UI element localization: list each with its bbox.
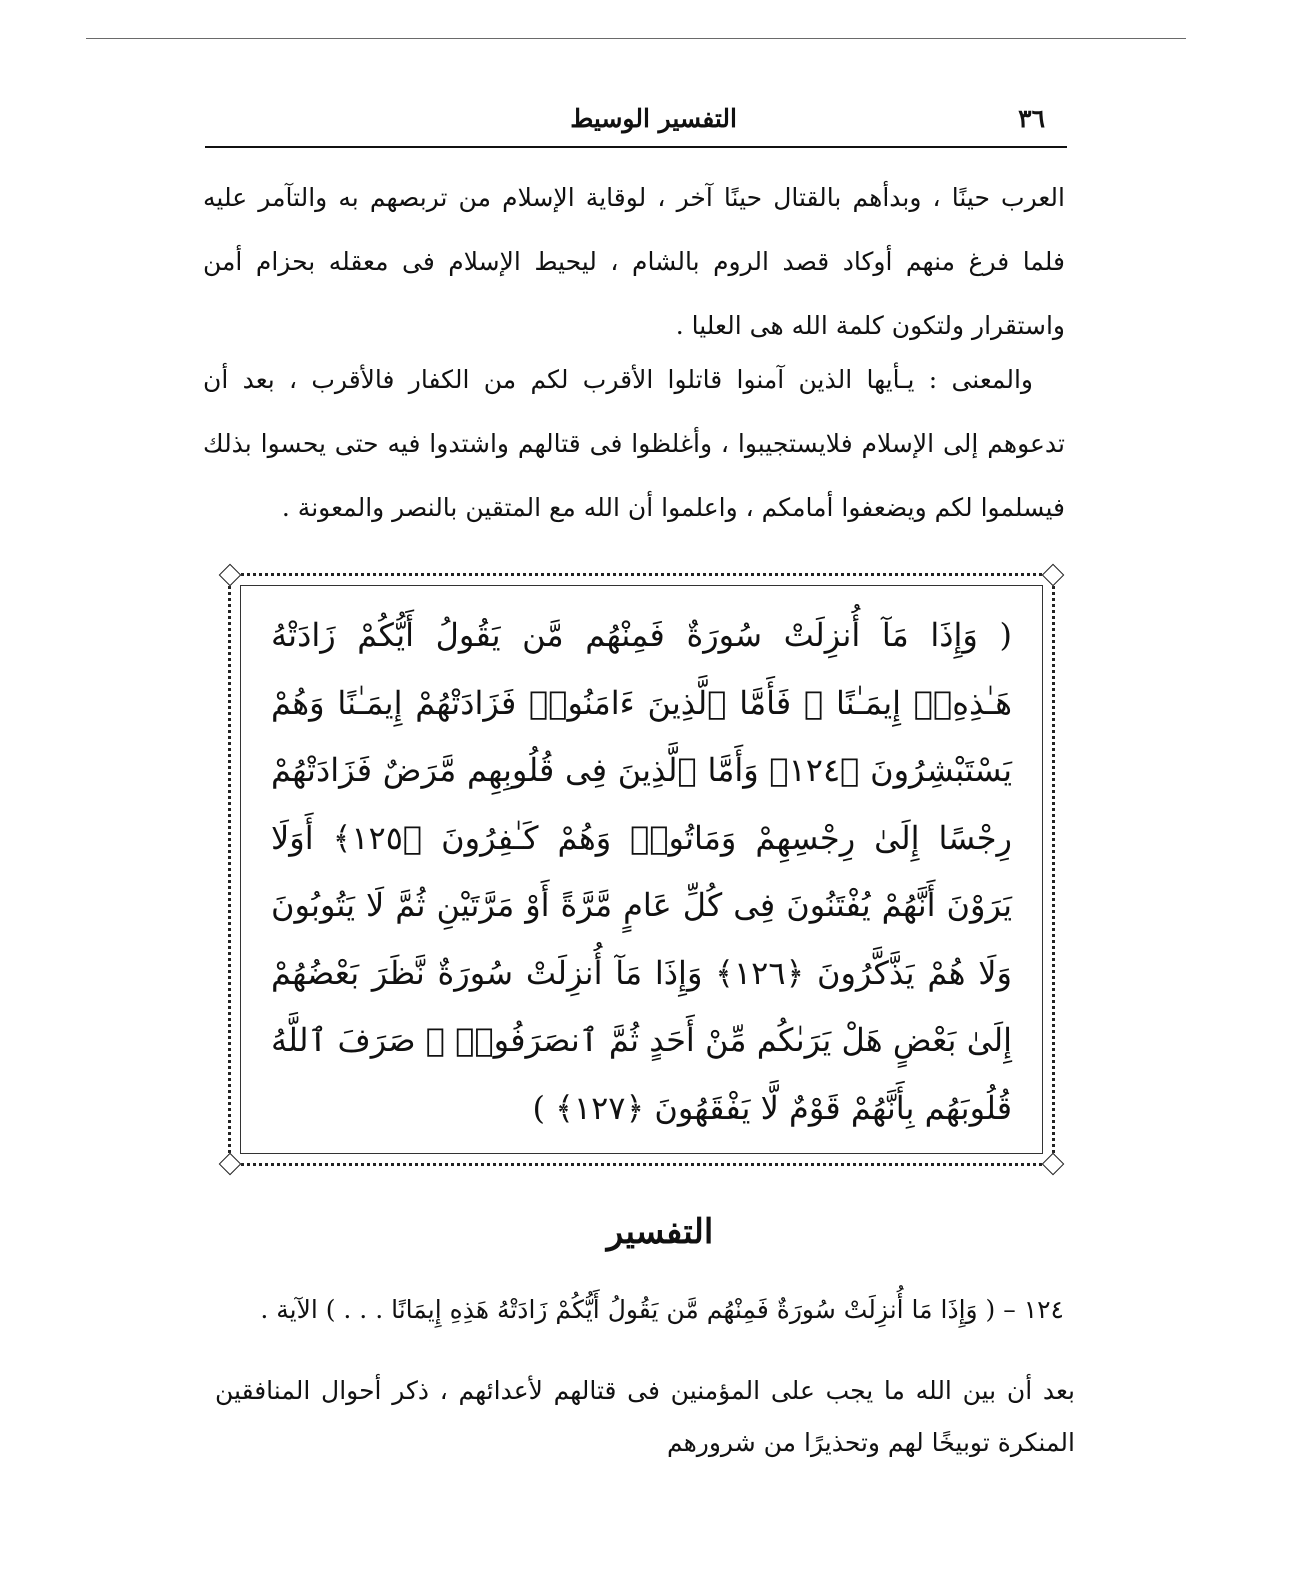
body-paragraph-1: العرب حينًا ، وبدأهم بالقتال حينًا آخر ، لوقاية الإسلام من تربصهم به والتآمر عليه فلما فرغ منهم أوكاد قصد الروم بالشام ، ليحيط الإسلام فى معقله بحزام أمن واستقرار ولتكون كلمة الله هى العليا . — [203, 183, 1065, 340]
running-header — [205, 98, 1067, 148]
corner-ornament-icon — [219, 1153, 242, 1176]
body-paragraph-2: والمعنى : يـأيها الذين آمنوا قاتلوا الأقرب لكم من الكفار فالأقرب ، بعد أن تدعوهم إلى الإسلام فلايستجيبوا ، وأغلظوا فى قتالهم واشتدوا فيه حتى يحسوا بذلك فيسلموا لكم ويضعفوا أمامكم ، واعلموا أن الله مع المتقين بالنصر والمعونة . — [203, 365, 1065, 522]
top-rule — [86, 38, 1186, 39]
page-number: ٣٦ — [1018, 104, 1045, 133]
running-title: التفسير الوسيط — [570, 104, 737, 133]
quran-verses: ( وَإِذَا مَآ أُنزِلَتْ سُورَةٌ فَمِنْهُم مَّن يَقُولُ أَيُّكُمْ زَادَتْهُ هَـٰذِهِۦٓ إِيمَـٰنًا ۚ فَأَمَّا ٱلَّذِينَ ءَامَنُوا۟ فَزَادَتْهُمْ إِيمَـٰنًا وَهُمْ يَسْتَبْشِرُونَ ﴿١٢٤﴾ وَأَمَّا ٱلَّذِينَ فِى قُلُوبِهِم مَّرَضٌ فَزَادَتْهُمْ رِجْسًا إِلَىٰ رِجْسِهِمْ وَمَاتُوا۟ وَهُمْ كَـٰفِرُونَ ﴿١٢٥﴾ أَوَلَا يَرَوْنَ أَنَّهُمْ يُفْتَنُونَ فِى كُلِّ عَامٍ مَّرَّةً أَوْ مَرَّتَيْنِ ثُمَّ لَا يَتُوبُونَ وَلَا هُمْ يَذَّكَّرُونَ ﴿١٢٦﴾ وَإِذَا مَآ أُنزِلَتْ سُورَةٌ نَّظَرَ بَعْضُهُمْ إِلَىٰ بَعْضٍ هَلْ يَرَىٰكُم مِّنْ أَحَدٍ ثُمَّ ٱنصَرَفُوا۟ ۚ صَرَفَ ٱللَّهُ قُلُوبَهُم بِأَنَّهُمْ قَوْمٌ لَّا يَفْقَهُونَ ﴿١٢٧﴾ ) — [271, 616, 1013, 1127]
commentary-paragraph: بعد أن بين الله ما يجب على المؤمنين فى قتالهم لأعدائهم ، ذكر أحوال المنافقين المنكرة توبيخًا لهم وتحذيرًا من شرورهم — [215, 1376, 1075, 1457]
verse-reference: ١٢٤ – ( وَإِذَا مَا أُنزِلَتْ سُورَةٌ فَمِنْهُم مَّن يَقُولُ أَيُّكُمْ زَادَتْهُ هَذِهِ إِيمَانًا . . . ) الآية . — [260, 1295, 1064, 1324]
corner-ornament-icon — [219, 564, 242, 587]
section-heading: التفسير — [606, 1212, 714, 1252]
verse-box — [228, 573, 1055, 1166]
corner-ornament-icon — [1042, 1153, 1065, 1176]
corner-ornament-icon — [1042, 564, 1065, 587]
